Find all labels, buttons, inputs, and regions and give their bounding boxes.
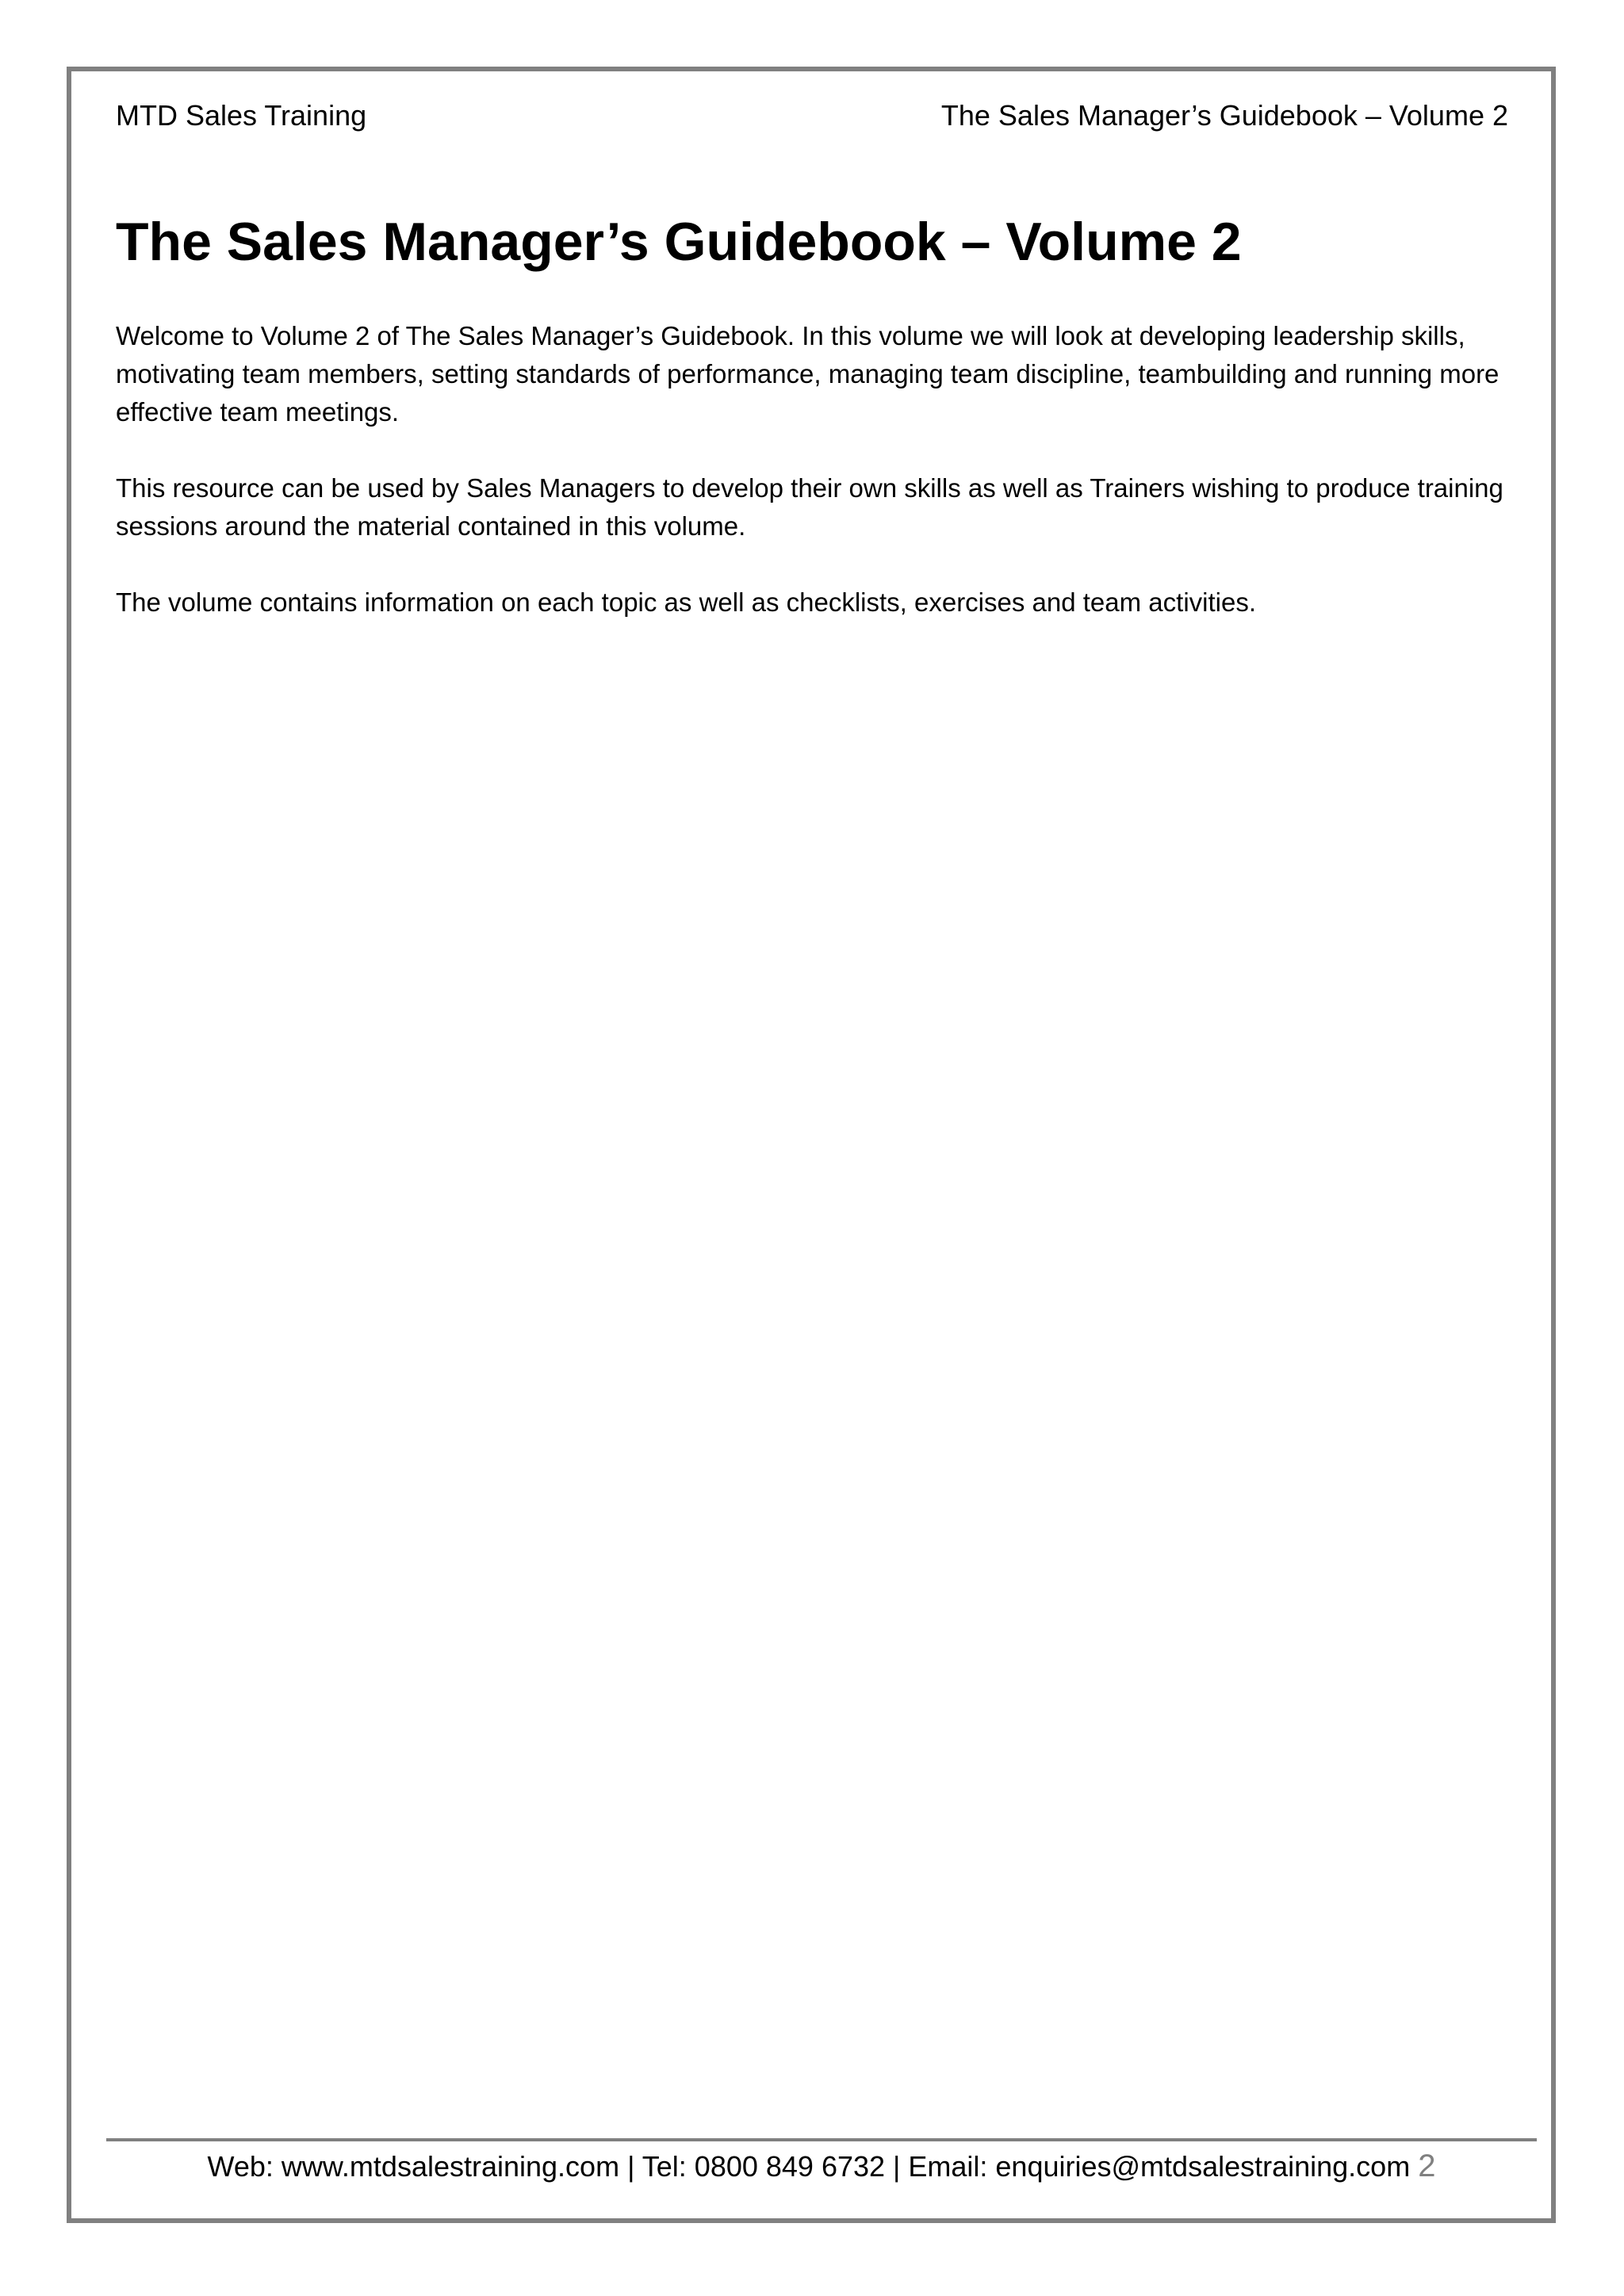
header-company-name: MTD Sales Training — [116, 99, 367, 132]
footer-contact-info: Web: www.mtdsalestraining.com | Tel: 0800 849 6732 | Email: enquiries@mtdsalestraining.com — [207, 2150, 1411, 2183]
contents-paragraph: The volume contains information on each topic as well as checklists, exercises and team activities. — [116, 587, 1256, 617]
page-title: The Sales Manager’s Guidebook – Volume 2 — [116, 212, 1242, 272]
footer — [106, 2147, 1537, 2186]
footer-divider — [106, 2138, 1537, 2141]
page-number: 2 — [1418, 2149, 1436, 2183]
intro-paragraph: Welcome to Volume 2 of The Sales Manager’s Guidebook. In this volume we will look at developing leadership skills, motivating team members, setting standards of performance, managing team discipline, teambuilding and running more effective team meetings. — [116, 321, 1500, 427]
header-document-title: The Sales Manager’s Guidebook – Volume 2 — [940, 99, 1508, 132]
main-content — [116, 206, 1508, 660]
usage-paragraph: This resource can be used by Sales Managers to develop their own skills as well as Trainers wishing to produce training sessions around the material contained in this volume. — [116, 473, 1503, 541]
